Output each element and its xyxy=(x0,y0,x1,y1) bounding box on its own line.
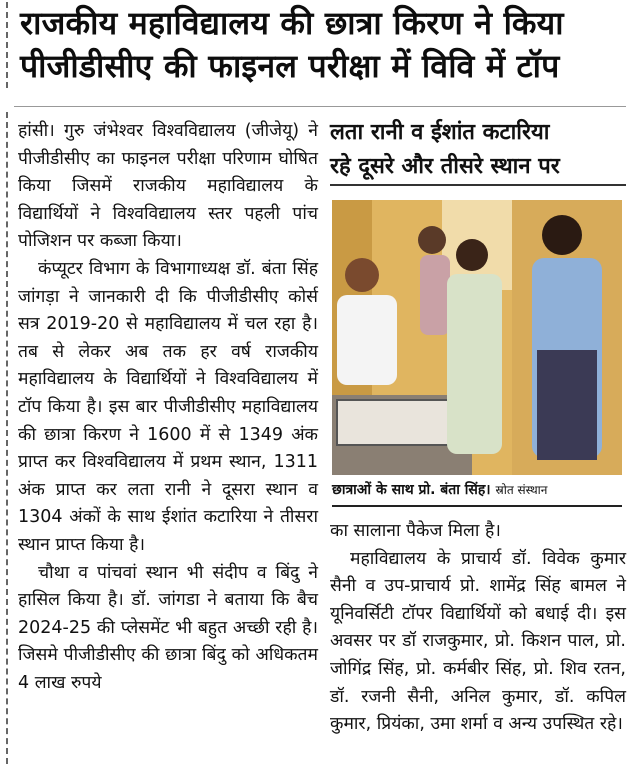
news-photo xyxy=(332,200,622,475)
article-right-column xyxy=(330,518,626,739)
subheadline-line-2: रहे दूसरे और तीसरे स्थान पर xyxy=(330,154,560,179)
photo-caption xyxy=(332,480,622,507)
column-border xyxy=(6,112,8,764)
headline-line-1: राजकीय महाविद्यालय की छात्रा किरण ने किया xyxy=(20,4,564,42)
article-paragraph-4: का सालाना पैकेज मिला है। xyxy=(330,521,501,541)
caption-source: स्रोत संस्थान xyxy=(495,483,548,497)
divider xyxy=(14,106,626,107)
headline xyxy=(6,2,631,88)
article-paragraph-1: हांसी। गुरु जंभेश्वर विश्वविद्यालय (जीजेयू) ने पीजीडीसीए का फाइनल परीक्षा परिणाम घोषित किया जिसमें राजकीय महाविद्यालय के विद्यार्थियों ने विश्वविद्यालय स्तर पहली पांच पोजिशन पर कब्जा किया। xyxy=(18,121,318,252)
article-paragraph-2: कंप्यूटर विभाग के विभागाध्यक्ष डॉ. बंता सिंह जांगड़ा ने जानकारी दी कि पीजीडीसीए कोर्स सत्र 2019-20 से महाविद्यालय में चल रहा है। तब से लेकर अब तक हर वर्ष राजकीय महाविद्यालय के विद्यार्थियों ने विश्वविद्यालय में टॉप किया है। इस बार पीजीडीसीए महाविद्यालय की छात्रा किरण ने 1600 में से 1349 अंक प्राप्त कर विश्वविद्यालय में प्रथम स्थान, 1311 अंक प्राप्त कर लता रानी ने दूसरा स्थान व 1304 अंकों के साथ ईशांत कटारिया ने तीसरा स्थान प्राप्त किया है। xyxy=(18,258,318,555)
article-left-column xyxy=(18,118,318,697)
subheadline xyxy=(330,116,626,186)
headline-line-2: पीजीडीसीए की फाइनल परीक्षा में विवि में टॉप xyxy=(20,47,560,85)
group-photo-illustration xyxy=(332,200,622,475)
subheadline-line-1: लता रानी व ईशांत कटारिया xyxy=(330,120,550,145)
article-paragraph-3: चौथा व पांचवां स्थान भी संदीप व बिंदु ने हासिल किया है। डॉ. जांगडा ने बताया कि बैच 2024-25 की प्लेसमेंट भी बहुत अच्छी रही है। जिसमे पीजीडीसीए की छात्रा बिंदु को अधिकतम 4 लाख रुपये xyxy=(18,562,318,693)
article-paragraph-5: महाविद्यालय के प्राचार्य डॉ. विवेक कुमार सैनी व उप-प्राचार्य प्रो. शामेंद्र सिंह बामल ने यूनिवर्सिटी टॉपर विद्यार्थियों को बधाई दी। इस अवसर पर डॉ राजकुमार, प्रो. किशन पाल, प्रो. जोगिंद्र सिंह, प्रो. कर्मबीर सिंह, प्रो. शिव रतन, डॉ. रजनी सैनी, अनिल कुमार, डॉ. कपिल कुमार, प्रियंका, उमा शर्मा व अन्य उपस्थित रहे। xyxy=(330,548,626,735)
caption-text: छात्राओं के साथ प्रो. बंता सिंह। xyxy=(332,482,491,498)
